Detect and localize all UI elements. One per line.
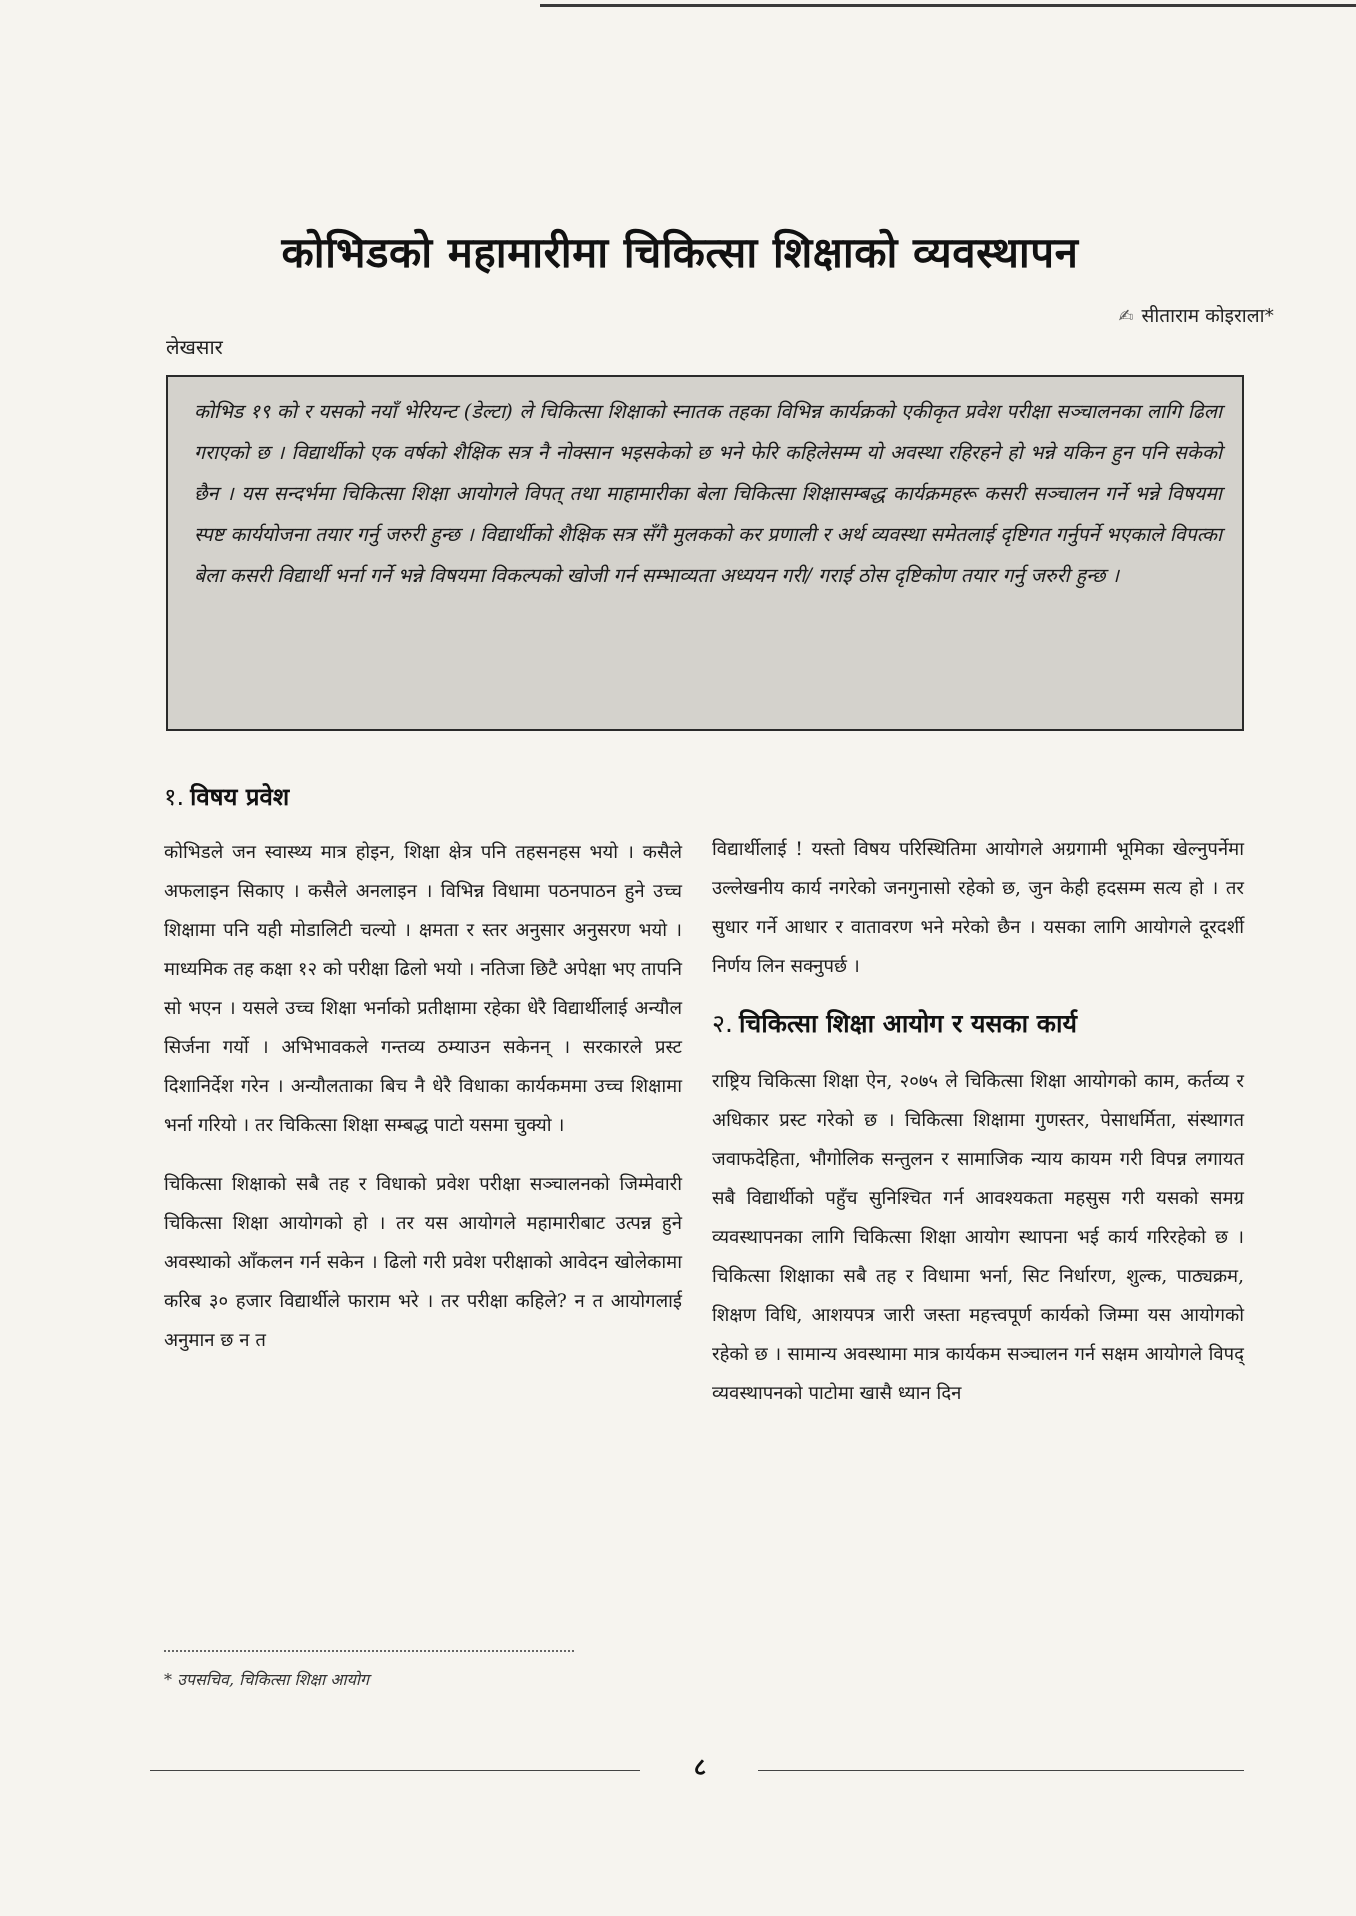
page-number: ८ bbox=[693, 1753, 707, 1781]
section-1-heading bbox=[164, 780, 682, 813]
section-2-heading bbox=[712, 1006, 1244, 1040]
section-1-number: १. bbox=[164, 783, 185, 811]
abstract-box bbox=[166, 375, 1244, 731]
right-column bbox=[712, 830, 1244, 1433]
section-1-paragraph-1: कोभिडले जन स्वास्थ्य मात्र होइन, शिक्षा क्षेत्र पनि तहसनहस भयो । कसैले अफलाइन सिकाए । कसैले अनलाइन । विभिन्न विधामा पठनपाठन हुने उच्च शिक्षामा पनि यही मोडालिटी चल्यो । क्षमता र स्तर अनुसार अनुसरण भयो । माध्यमिक तह कक्षा १२ को परीक्षा ढिलो भयो । नतिजा छिटै अपेक्षा भए तापनि सो भएन । यसले उच्च शिक्षा भर्नाको प्रतीक्षामा रहेका धेरै विद्यार्थीलाई अन्यौल सिर्जना गर्यो । अभिभावकले गन्तव्य ठम्याउन सकेनन् । सरकारले प्रस्ट दिशानिर्देश गरेन । अन्यौलताका बिच नै धेरै विधाका कार्यकममा उच्च शिक्षामा भर्ना गरियो । तर चिकित्सा शिक्षा सम्बद्ध पाटो यसमा चुक्यो । bbox=[164, 842, 682, 1136]
section-1-paragraph-3: विद्यार्थीलाई ! यस्तो विषय परिस्थितिमा आयोगले अग्रगामी भूमिका खेल्नुपर्नेमा उल्लेखनीय कार्य नगरेको जनगुनासो रहेको छ, जुन केही हदसम्म सत्य हो । तर सुधार गर्ने आधार र वातावरण भने मरेको छैन । यसका लागि आयोगले दूरदर्शी निर्णय लिन सक्नुपर्छ । bbox=[712, 839, 1244, 977]
page-rule-right bbox=[758, 1770, 1244, 1771]
section-2-paragraph-1: राष्ट्रिय चिकित्सा शिक्षा ऐन, २०७५ ले चिकित्सा शिक्षा आयोगको काम, कर्तव्य र अधिकार प्रस्ट गरेको छ । चिकित्सा शिक्षामा गुणस्तर, पेसाधर्मिता, संस्थागत जवाफदेहिता, भौगोलिक सन्तुलन र सामाजिक न्याय कायम गरी विपन्न लगायत सबै विद्यार्थीको पहुँच सुनिश्चित गर्न आवश्यकता महसुस गरी यसको समग्र व्यवस्थापनका लागि चिकित्सा शिक्षा आयोग स्थापना भई कार्य गरिरहेको छ । चिकित्सा शिक्षाका सबै तह र विधामा भर्ना, सिट निर्धारण, शुल्क, पाठ्यक्रम, शिक्षण विधि, आशयपत्र जारी जस्ता महत्त्वपूर्ण कार्यको जिम्मा यस आयोगको रहेको छ । सामान्य अवस्थामा मात्र कार्यकम सञ्चालन गर्न सक्षम आयोगले विपद् व्यवस्थापनको पाटोमा खासै ध्यान दिन bbox=[712, 1071, 1244, 1404]
author-byline bbox=[1118, 302, 1274, 328]
section-2-number: २. bbox=[712, 1009, 733, 1038]
footnote: * उपसचिव, चिकित्सा शिक्षा आयोग bbox=[164, 1670, 369, 1689]
abstract-text: कोभिड १९ को र यसको नयाँ भेरियन्ट (डेल्टा) ले चिकित्सा शिक्षाको स्नातक तहका विभिन्न कार्यक्रको एकीकृत प्रवेश परीक्षा सञ्चालनका लागि ढिला गराएको छ । विद्यार्थीको एक वर्षको शैक्षिक सत्र नै नोक्सान भइसकेको छ भने फेरि कहिलेसम्म यो अवस्था रहिरहने हो भन्ने यकिन हुन पनि सकेको छैन । यस सन्दर्भमा चिकित्सा शिक्षा आयोगले विपत् तथा माहामारीका बेला चिकित्सा शिक्षासम्बद्ध कार्यक्रमहरू कसरी सञ्चालन गर्ने भन्ने विषयमा स्पष्ट कार्ययोजना तयार गर्नु जरुरी हुन्छ । विद्यार्थीको शैक्षिक सत्र सँगै मुलकको कर प्रणाली र अर्थ व्यवस्था समेतलाई दृष्टिगत गर्नुपर्ने भएकाले विपत्का बेला कसरी विद्यार्थी भर्ना गर्ने भन्ने विषयमा विकल्पको खोजी गर्न सम्भाव्यता अध्ययन गरी/ गराई ठोस दृष्टिकोण तयार गर्नु जरुरी हुन्छ । bbox=[194, 400, 1222, 587]
page-rule-left bbox=[150, 1770, 640, 1771]
footnote-divider bbox=[164, 1650, 574, 1652]
left-column bbox=[164, 780, 682, 1380]
top-rule bbox=[540, 4, 1356, 7]
pen-icon: ✍ bbox=[1118, 306, 1134, 327]
section-1-paragraph-2: चिकित्सा शिक्षाको सबै तह र विधाको प्रवेश परीक्षा सञ्चालनको जिम्मेवारी चिकित्सा शिक्षा आयोगको हो । तर यस आयोगले महामारीबाट उत्पन्न हुने अवस्थाको आँकलन गर्न सकेन । ढिलो गरी प्रवेश परीक्षाको आवेदन खोलेकामा करिब ३० हजार विद्यार्थीले फाराम भरे । तर परीक्षा कहिले? न त आयोगलाई अनुमान छ न त bbox=[164, 1174, 682, 1351]
article-title: कोभिडको महामारीमा चिकित्सा शिक्षाको व्यवस्थापन bbox=[281, 228, 1079, 278]
section-2-title: चिकित्सा शिक्षा आयोग र यसका कार्य bbox=[738, 1009, 1077, 1038]
abstract-heading: लेखसार bbox=[166, 335, 223, 359]
section-1-title: विषय प्रवेश bbox=[190, 783, 290, 811]
author-name: सीताराम कोइराला* bbox=[1141, 305, 1274, 327]
